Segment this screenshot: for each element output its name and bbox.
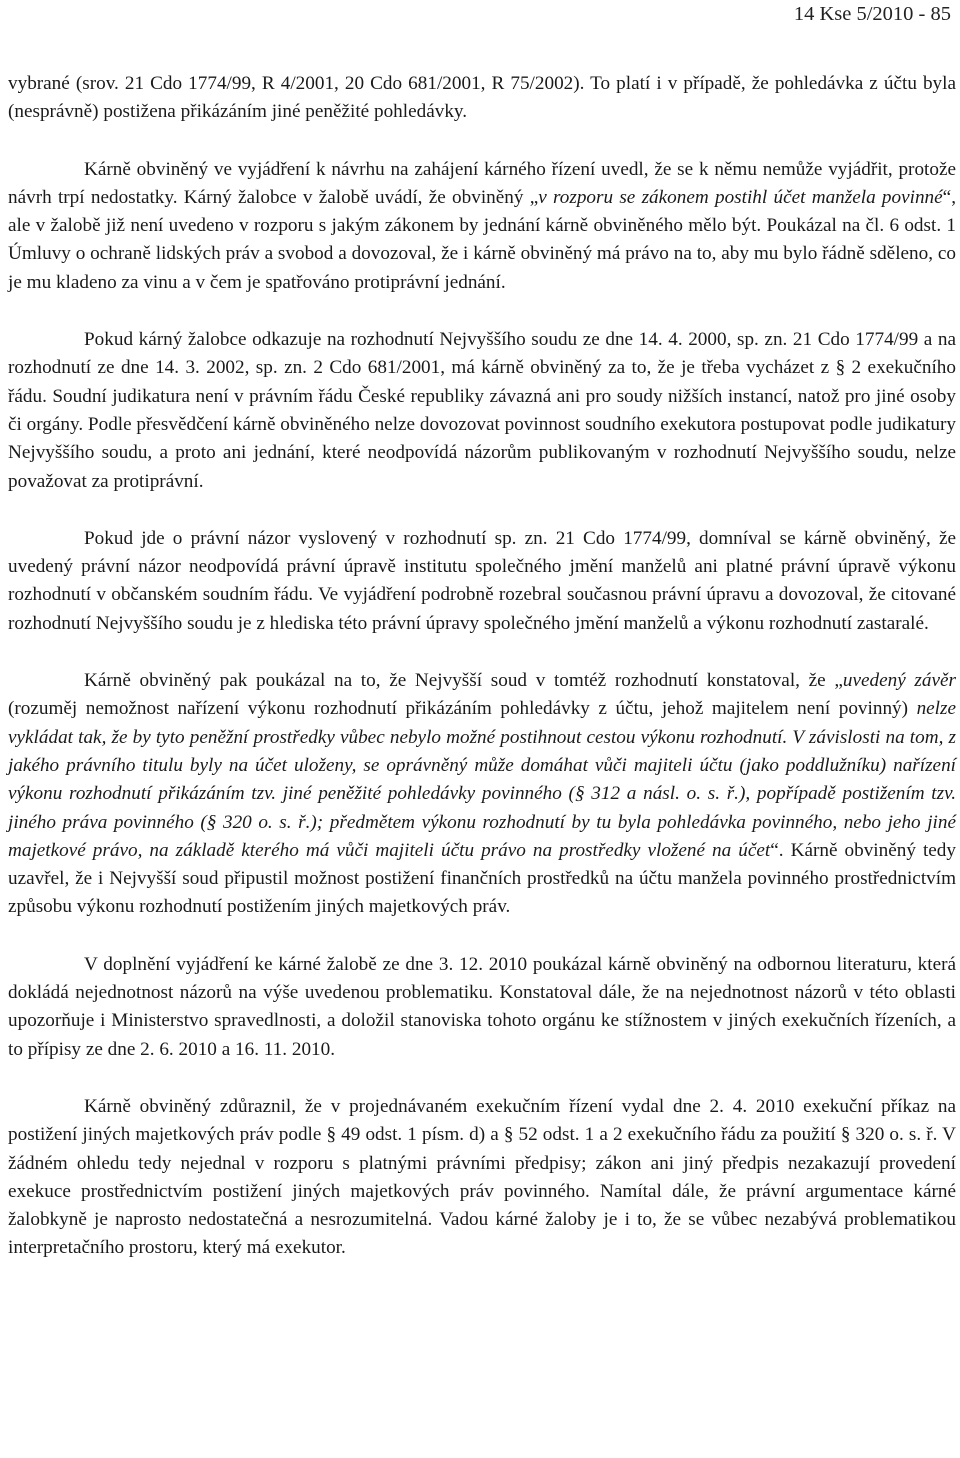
paragraph-text: Kárně obviněný pak poukázal na to, že Nejvyšší soud v tomtéž rozhodnutí konstatoval, že „ xyxy=(84,670,843,692)
paragraph-text: “, ale v žalobě již není uvedeno v rozporu s jakým zákonem by jednání kárně obviněného mělo být. Poukázal na čl. 6 odst. 1 Úmluvy o ochraně lidských práv a svobod a dovozoval, že i kárně obviněný má právo na to, aby mu bylo řádně sděleno, co je mu kladeno za vinu a v čem je spatřováno protiprávní jednání. xyxy=(8,186,956,293)
document-body xyxy=(8,70,956,1292)
quoted-text: nelze vykládat tak, že by tyto peněžní prostředky vůbec nebylo možné postihnout cestou výkonu rozhodnutí. V závislosti na tom, z jakého právního titulu byly na účet uloženy, se oprávněný může domáhat vůči majiteli účtu (jako poddlužníku) nařízení výkonu rozhodnutí přikázáním tzv. jiné peněžité pohledávky povinného (§ 312 a násl. o. s. ř.), popřípadě postižením tzv. jiného práva povinného (§ 320 o. s. ř.); předmětem výkonu rozhodnutí by tu byla pohledávka povinného, nebo jeho jiné majetkové právo, na základě kterého má vůči majiteli účtu právo na prostředky vložené na účet xyxy=(8,698,956,861)
paragraph-text: V doplnění vyjádření ke kárné žalobě ze dne 3. 12. 2010 poukázal kárně obviněný na odbornou literaturu, která dokládá nejednotnost názorů na výše uvedenou problematiku. Konstatoval dále, že na nejednotnost názorů v této oblasti upozorňuje i Ministerstvo spravedlnosti, a doložil stanoviska tohoto orgánu ke stížnostem v jiných exekučních řízeních, a to přípisy ze dne 2. 6. 2010 a 16. 11. 2010. xyxy=(8,953,956,1060)
paragraph-text: “. Kárně obviněný tedy uzavřel, že i Nejvyšší soud připustil možnost postižení finančních prostředků na účtu manžela povinného prostřednictvím způsobu výkonu rozhodnutí postižením jiných majetkových práv. xyxy=(8,839,956,918)
quoted-text: uvedený závěr xyxy=(842,670,956,692)
paragraph-5 xyxy=(8,667,956,922)
paragraph-1 xyxy=(8,70,956,127)
paragraph-4 xyxy=(8,525,956,638)
paragraph-3 xyxy=(8,326,956,496)
paragraph-text: Kárně obviněný ve vyjádření k návrhu na zahájení kárného řízení uvedl, že se k němu nemůže vyjádřit, protože návrh trpí nedostatky. Kárný žalobce v žalobě uvádí, že obviněný „ xyxy=(8,158,956,208)
quoted-text: v rozporu se zákonem postihl účet manžela povinné xyxy=(538,186,943,208)
paragraph-text: Kárně obviněný zdůraznil, že v projednávaném exekučním řízení vydal dne 2. 4. 2010 exekuční příkaz na postižení jiných majetkových práv podle § 49 odst. 1 písm. d) a § 52 odst. 1 a 2 exekučního řádu za použití § 320 o. s. ř. V žádném ohledu tedy nejednal v rozporu s platnými právními předpisy; zákon ani jiný předpis nezakazují provedení exekuce prostřednictvím postižení jiných majetkových práv povinného. Namítal dále, že právní argumentace kárné žalobkyně je naprosto nedostatečná a nesrozumitelná. Vadou kárné žaloby je i to, že se vůbec nezabývá problematikou interpretačního prostoru, který má exekutor. xyxy=(8,1095,956,1259)
paragraph-6 xyxy=(8,951,956,1064)
paragraph-text: Pokud kárný žalobce odkazuje na rozhodnutí Nejvyššího soudu ze dne 14. 4. 2000, sp. zn. 21 Cdo 1774/99 a na rozhodnutí ze dne 14. 3. 2002, sp. zn. 2 Cdo 681/2001, má kárně obviněný za to, že je třeba vycházet z § 2 exekučního řádu. Soudní judikatura není v právním řádu České republiky závazná ani pro soudy nižších instancí, natož pro jiné osoby či orgány. Podle přesvědčení kárně obviněného nelze dovozovat povinnost soudního exekutora postupovat podle judikatury Nejvyššího soudu, a proto ani jednání, které neodpovídá názorům publikovaným v rozhodnutí Nejvyššího soudu, nelze považovat za protiprávní. xyxy=(8,329,956,492)
paragraph-text: vybrané (srov. 21 Cdo 1774/99, R 4/2001, 20 Cdo 681/2001, R 75/2002). To platí i v případě, že pohledávka z účtu byla (nesprávně) postižena přikázáním jiné peněžité pohledávky. xyxy=(8,73,956,123)
paragraph-text: (rozuměj nemožnost nařízení výkonu rozhodnutí přikázáním pohledávky z účtu, jehož majitelem není povinný) xyxy=(8,698,917,720)
running-header: 14 Kse 5/2010 - 85 xyxy=(793,3,951,25)
paragraph-text: Pokud jde o právní názor vyslovený v rozhodnutí sp. zn. 21 Cdo 1774/99, domníval se kárně obviněný, že uvedený právní názor neodpovídá právní úpravě institutu společného jmění manželů ani platné právní úpravě výkonu rozhodnutí v občanském soudním řádu. Ve vyjádření podrobně rozebral současnou právní úpravu a dovozoval, že citované rozhodnutí Nejvyššího soudu je z hlediska této právní úpravy společného jmění manželů a výkonu rozhodnutí zastaralé. xyxy=(8,527,956,634)
paragraph-2 xyxy=(8,156,956,297)
paragraph-7 xyxy=(8,1093,956,1263)
